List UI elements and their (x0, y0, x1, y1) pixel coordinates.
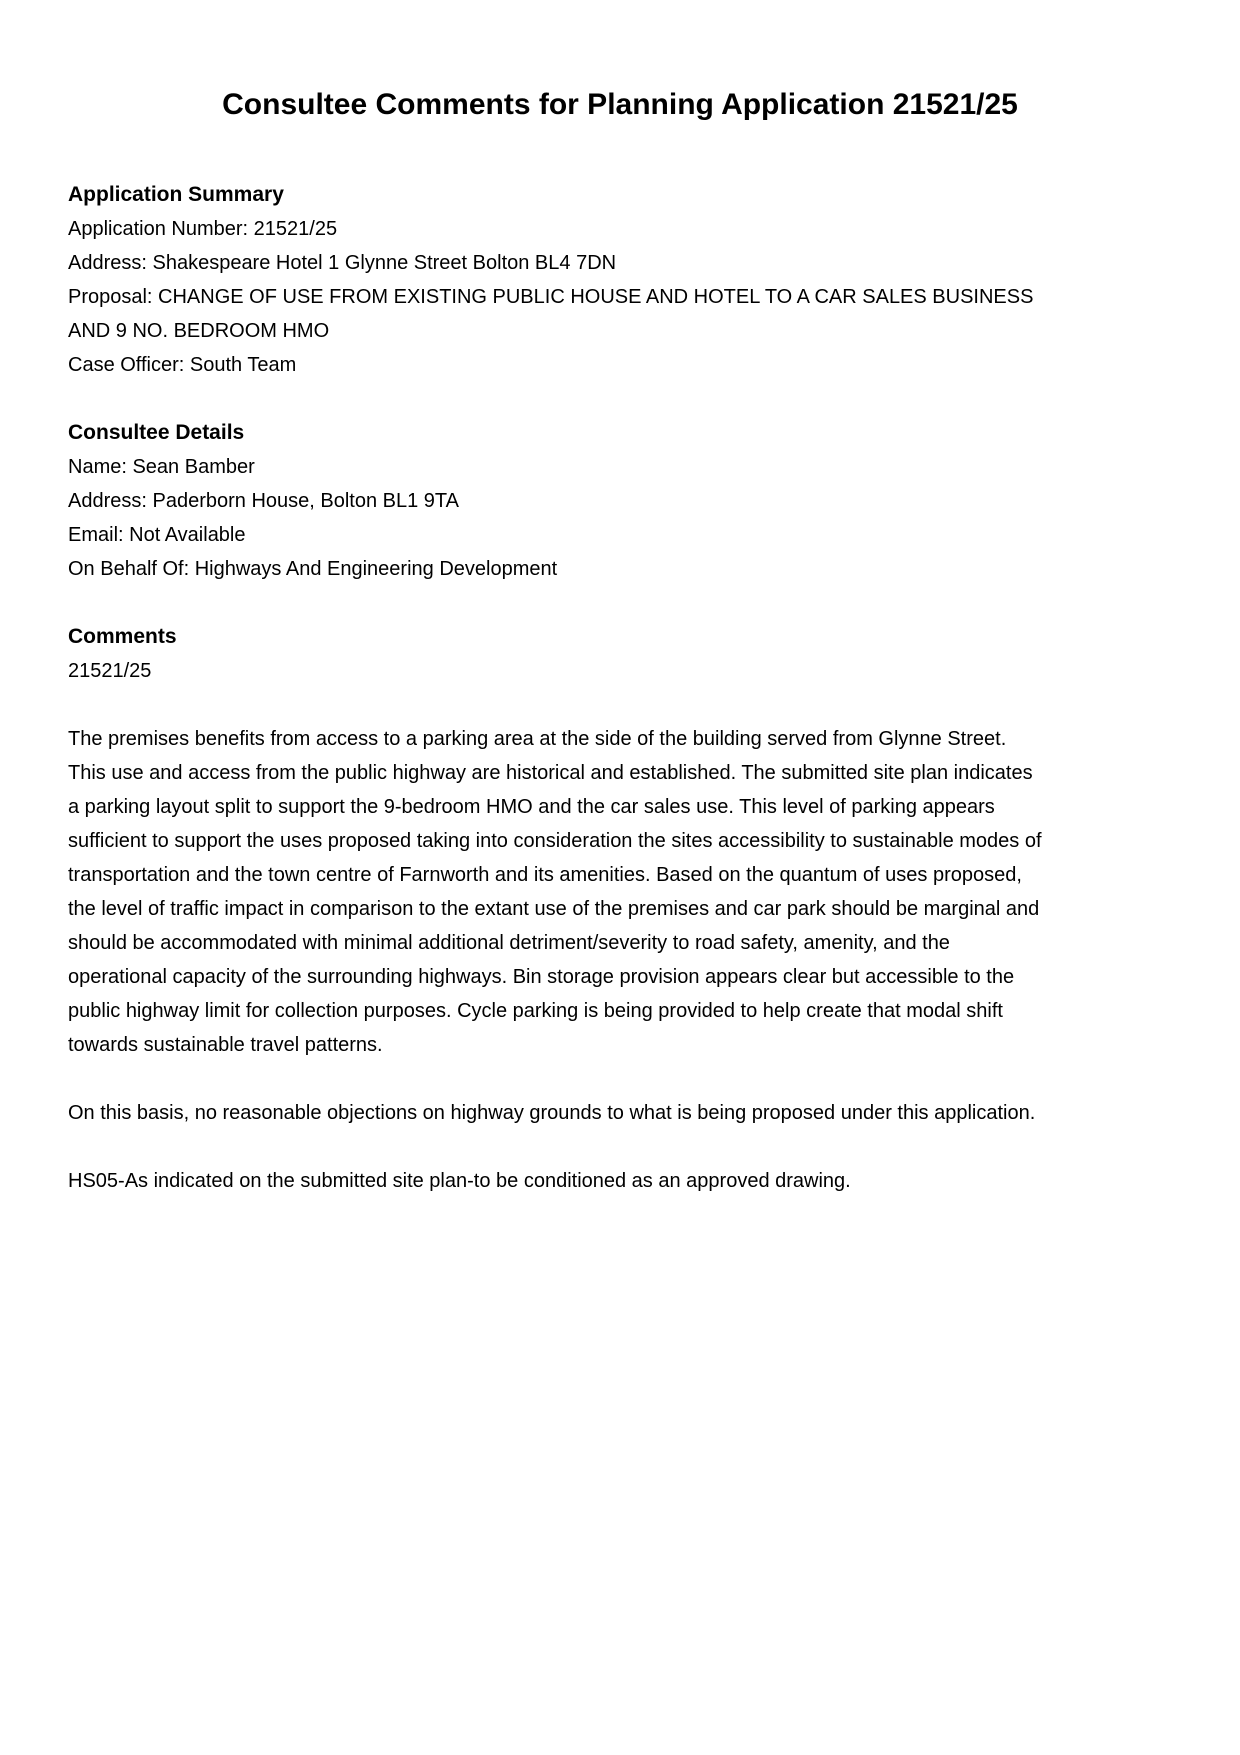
consultee-email-line: Email: Not Available (68, 524, 246, 546)
consultee-on-behalf-of-line: On Behalf Of: Highways And Engineering Development (68, 558, 558, 580)
consultee-details-section (68, 416, 1043, 586)
comments-section (68, 620, 1043, 1198)
consultee-name-line: Name: Sean Bamber (68, 456, 255, 478)
case-officer-line: Case Officer: South Team (68, 354, 297, 376)
consultee-details-heading: Consultee Details (68, 421, 245, 444)
comments-reference: 21521/25 (68, 660, 152, 682)
comments-paragraph-3: HS05-As indicated on the submitted site plan-to be conditioned as an approved drawing. (68, 1170, 851, 1192)
application-proposal-line: Proposal: CHANGE OF USE FROM EXISTING PUBLIC HOUSE AND HOTEL TO A CAR SALES BUSINESS AND 9 NO. BEDROOM HMO (68, 286, 1034, 342)
document-content (68, 178, 1043, 1198)
application-summary-heading: Application Summary (68, 183, 284, 206)
comments-paragraph-2: On this basis, no reasonable objections on highway grounds to what is being proposed under this application. (68, 1102, 1036, 1124)
document-title: Consultee Comments for Planning Application 21521/25 (222, 88, 1018, 121)
consultee-address-line: Address: Paderborn House, Bolton BL1 9TA (68, 490, 459, 512)
application-summary-section (68, 178, 1043, 382)
application-address-line: Address: Shakespeare Hotel 1 Glynne Street Bolton BL4 7DN (68, 252, 617, 274)
comments-heading: Comments (68, 625, 177, 648)
application-number-line: Application Number: 21521/25 (68, 218, 338, 240)
comments-paragraph-1: The premises benefits from access to a parking area at the side of the building served from Glynne Street. This use and access from the public highway are historical and established. The submitted site plan indicates a parking layout split to support the 9-bedroom HMO and the car sales use. This level of parking appears sufficient to support the uses proposed taking into consideration the sites accessibility to sustainable modes of transportation and the town centre of Farnworth and its amenities. Based on the quantum of uses proposed, the level of traffic impact in comparison to the extant use of the premises and car park should be marginal and should be accommodated with minimal additional detriment/severity to road safety, amenity, and the operational capacity of the surrounding highways. Bin storage provision appears clear but accessible to the public highway limit for collection purposes. Cycle parking is being provided to help create that modal shift towards sustainable travel patterns. (68, 728, 1042, 1056)
